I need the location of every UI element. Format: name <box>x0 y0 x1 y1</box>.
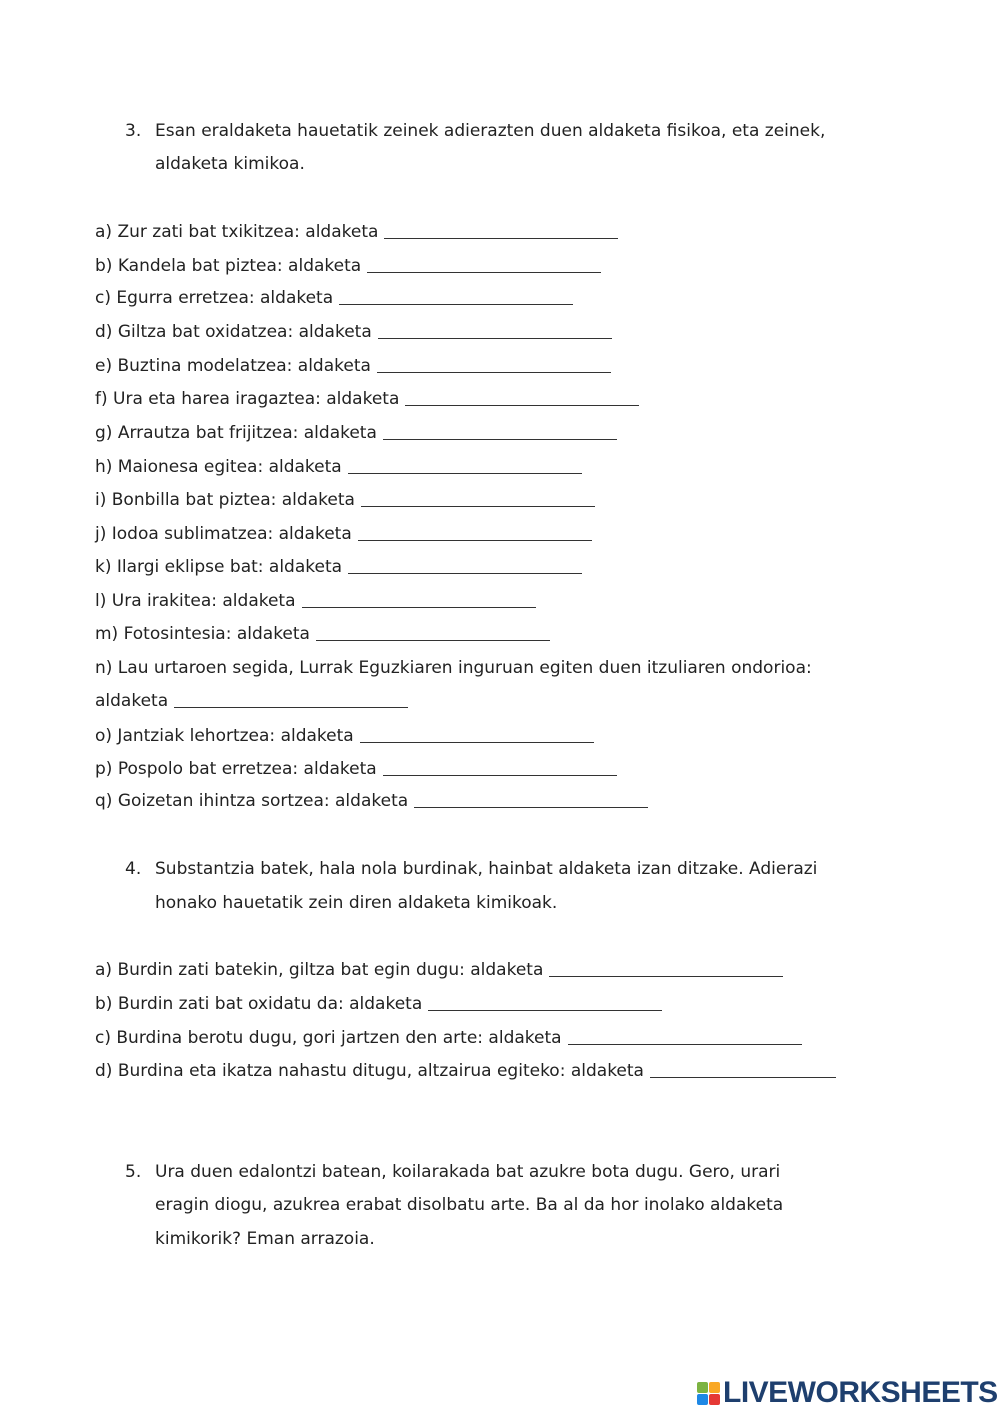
answer-blank[interactable] <box>383 421 617 440</box>
answer-blank[interactable] <box>378 320 612 339</box>
item-text: c) Egurra erretzea: aldaketa <box>95 288 334 308</box>
answer-blank[interactable] <box>384 220 618 239</box>
question-5-line1: 5. Ura duen edalontzi batean, koilarakada bat azukre bota dugu. Gero, urari <box>125 1162 781 1182</box>
question-3-item <box>95 724 594 748</box>
item-text: p) Pospolo bat erretzea: aldaketa <box>95 759 377 779</box>
answer-blank[interactable] <box>348 455 582 474</box>
item-text: a) Burdin zati batekin, giltza bat egin dugu: aldaketa <box>95 960 544 980</box>
question-3-line2: aldaketa kimikoa. <box>155 154 305 174</box>
question-3-item-n-line1 <box>95 656 812 680</box>
question-5-line3: kimikorik? Eman arrazoia. <box>155 1229 375 1249</box>
question-5-line2: eragin diogu, azukrea erabat disolbatu arte. Ba al da hor inolako aldaketa <box>155 1195 784 1215</box>
item-text: a) Zur zati bat txikitzea: aldaketa <box>95 222 379 242</box>
answer-blank[interactable] <box>358 522 592 541</box>
question-3-item <box>95 320 612 344</box>
question-3-item <box>95 354 611 378</box>
item-text: d) Giltza bat oxidatzea: aldaketa <box>95 322 372 342</box>
answer-blank[interactable] <box>302 589 536 608</box>
item-text: m) Fotosintesia: aldaketa <box>95 624 310 644</box>
answer-blank[interactable] <box>414 789 648 808</box>
question-3-item <box>95 589 536 613</box>
question-3-item <box>95 555 582 579</box>
item-text: l) Ura irakitea: aldaketa <box>95 591 296 611</box>
question-4-item <box>95 958 783 982</box>
question-4-item <box>95 1059 836 1083</box>
item-text: k) Ilargi eklipse bat: aldaketa <box>95 557 343 577</box>
item-text: q) Goizetan ihintza sortzea: aldaketa <box>95 791 409 811</box>
question-4-line2: honako hauetatik zein diren aldaketa kimikoak. <box>155 893 558 913</box>
question-3-item <box>95 421 617 445</box>
question-3-item <box>95 286 573 310</box>
question-3-item-n-line2 <box>95 689 408 713</box>
answer-blank[interactable] <box>339 286 573 305</box>
question-3-item <box>95 522 592 546</box>
item-text: b) Kandela bat piztea: aldaketa <box>95 256 362 276</box>
answer-blank[interactable] <box>568 1026 802 1045</box>
answer-blank[interactable] <box>428 992 662 1011</box>
item-text: aldaketa <box>95 691 169 711</box>
answer-blank[interactable] <box>174 689 408 708</box>
item-text: c) Burdina berotu dugu, gori jartzen den arte: aldaketa <box>95 1028 562 1048</box>
question-3-item <box>95 455 582 479</box>
question-3-item <box>95 220 618 244</box>
liveworksheets-logo <box>697 1378 998 1408</box>
answer-blank[interactable] <box>377 354 611 373</box>
answer-blank[interactable] <box>316 622 550 641</box>
item-text: e) Buztina modelatzea: aldaketa <box>95 356 371 376</box>
question-3-item <box>95 387 639 411</box>
answer-blank[interactable] <box>405 387 639 406</box>
question-3-item <box>95 789 648 813</box>
question-3-item <box>95 757 617 781</box>
item-text: b) Burdin zati bat oxidatu da: aldaketa <box>95 994 423 1014</box>
item-text: g) Arrautza bat frijitzea: aldaketa <box>95 423 377 443</box>
item-text: n) Lau urtaroen segida, Lurrak Eguzkiaren inguruan egiten duen itzuliaren ondorioa: <box>95 658 812 678</box>
answer-blank[interactable] <box>383 757 617 776</box>
answer-blank[interactable] <box>367 254 601 273</box>
answer-blank[interactable] <box>361 488 595 507</box>
item-text: j) Iodoa sublimatzea: aldaketa <box>95 524 352 544</box>
question-4-item <box>95 1026 802 1050</box>
question-3-item <box>95 488 595 512</box>
item-text: d) Burdina eta ikatza nahastu ditugu, altzairua egiteko: aldaketa <box>95 1061 644 1081</box>
item-text: f) Ura eta harea iragaztea: aldaketa <box>95 389 400 409</box>
item-text: o) Jantziak lehortzea: aldaketa <box>95 726 354 746</box>
question-4-item <box>95 992 662 1016</box>
answer-blank[interactable] <box>650 1059 836 1078</box>
logo-wordmark: LIVEWORKSHEETS <box>723 1376 998 1409</box>
answer-blank[interactable] <box>549 958 783 977</box>
answer-blank[interactable] <box>360 724 594 743</box>
logo-tiles-icon <box>697 1382 720 1405</box>
question-3-item <box>95 254 601 278</box>
item-text: i) Bonbilla bat piztea: aldaketa <box>95 490 355 510</box>
item-text: h) Maionesa egitea: aldaketa <box>95 457 342 477</box>
question-3-item <box>95 622 550 646</box>
question-3-line1: 3. Esan eraldaketa hauetatik zeinek adierazten duen aldaketa fisikoa, eta zeinek, <box>125 121 826 141</box>
question-4-line1: 4. Substantzia batek, hala nola burdinak, hainbat aldaketa izan ditzake. Adierazi <box>125 859 818 879</box>
answer-blank[interactable] <box>348 555 582 574</box>
